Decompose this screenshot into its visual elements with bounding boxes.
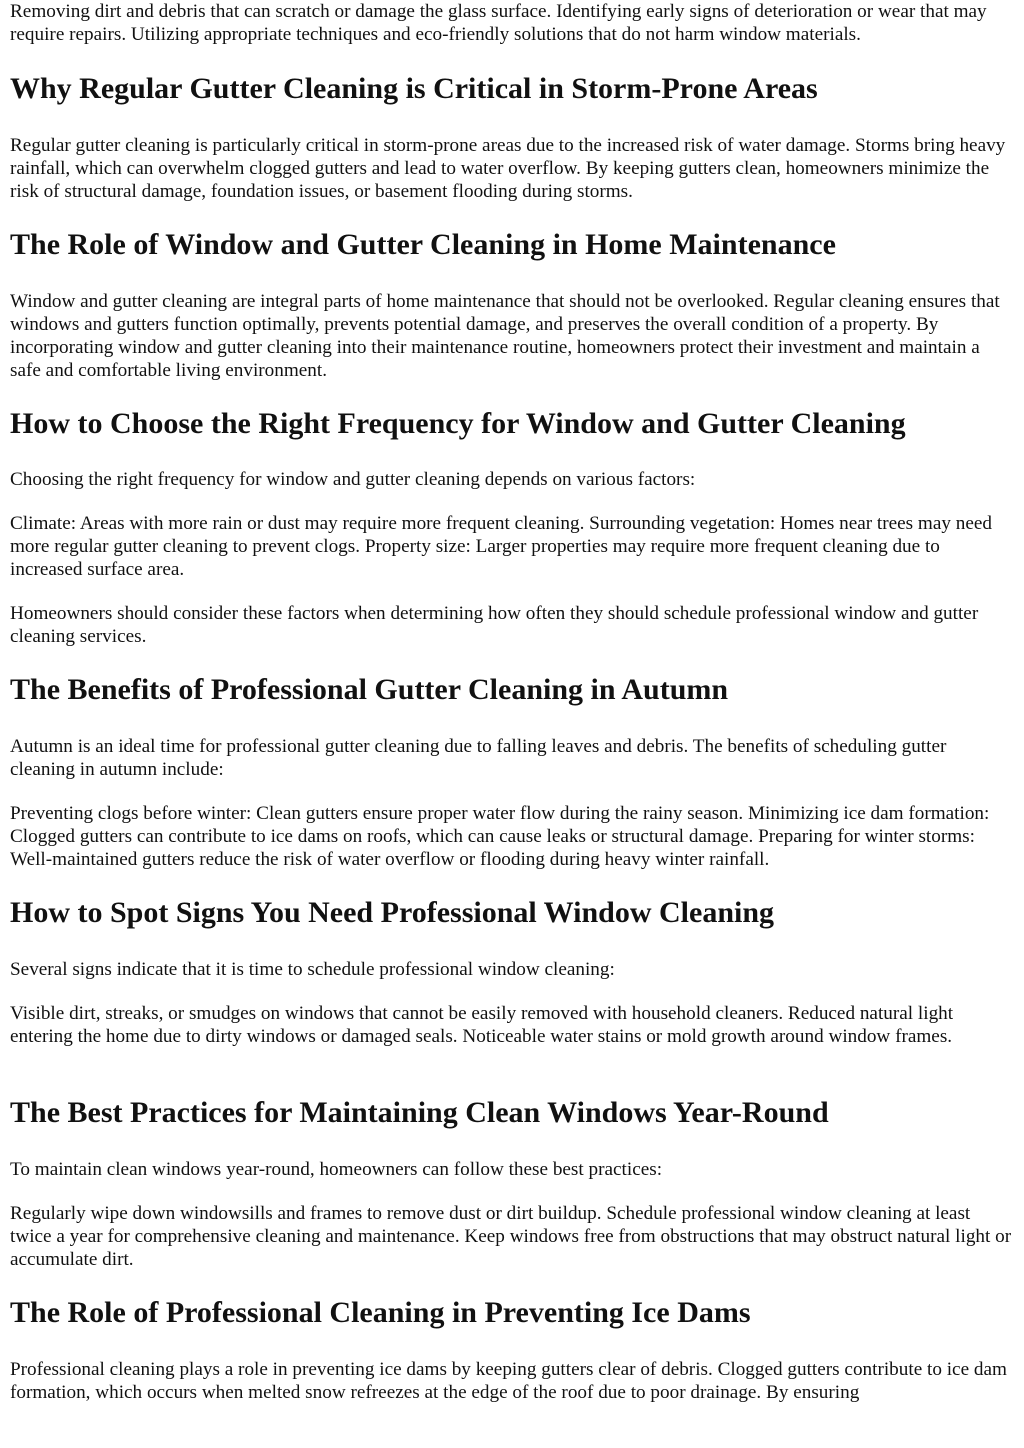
section-7-paragraph-1: Professional cleaning plays a role in preventing ice dams by keeping gutters clear of debris. Clogged gutters contribute to ice dam formation, which occurs when melted snow refreezes at the edge of the roof due to poor drainage. By ensuring — [10, 1359, 1007, 1403]
section-3-paragraph-2: Climate: Areas with more rain or dust may require more frequent cleaning. Surrounding vegetation: Homes near trees may need more regular gutter cleaning to prevent clogs. Property size: Larger properties may require more frequent cleaning due to increased surface area. — [10, 513, 992, 580]
section-3-heading: How to Choose the Right Frequency for Window and Gutter Cleaning — [10, 407, 906, 440]
section-4-paragraph-1: Autumn is an ideal time for professional gutter cleaning due to falling leaves and debris. The benefits of scheduling gutter cleaning in autumn include: — [10, 736, 947, 780]
section-5-paragraph-1: Several signs indicate that it is time to schedule professional window cleaning: — [10, 959, 615, 980]
section-6-paragraph-2: Regularly wipe down windowsills and frames to remove dust or dirt buildup. Schedule professional window cleaning at least twice a year for comprehensive cleaning and maintenance. Keep windows free from obstructions that may obstruct natural light or accumulate dirt. — [10, 1203, 1012, 1270]
section-3-paragraph-1: Choosing the right frequency for window and gutter cleaning depends on various factors: — [10, 469, 696, 490]
section-2-paragraph-1: Window and gutter cleaning are integral parts of home maintenance that should not be overlooked. Regular cleaning ensures that windows and gutters function optimally, prevents potential damage, and preserves the overall condition of a property. By incorporating window and gutter cleaning into their maintenance routine, homeowners protect their investment and maintain a safe and comfortable living environment. — [10, 291, 1000, 381]
section-4-paragraph-2: Preventing clogs before winter: Clean gutters ensure proper water flow during the rainy season. Minimizing ice dam formation: Clogged gutters can contribute to ice dams on roofs, which can cause leaks or structural damage. Preparing for winter storms: Well-maintained gutters reduce the risk of water overflow or flooding during heavy winter rainfall. — [10, 803, 990, 870]
section-6-paragraph-1: To maintain clean windows year-round, homeowners can follow these best practices: — [10, 1159, 663, 1180]
section-3-paragraph-3: Homeowners should consider these factors when determining how often they should schedule professional window and gutter cleaning services. — [10, 603, 979, 647]
intro-paragraph: Removing dirt and debris that can scratch or damage the glass surface. Identifying early signs of deterioration or wear that may require repairs. Utilizing appropriate techniques and eco-friendly solutions that do not harm window materials. — [10, 1, 987, 45]
section-5-paragraph-2: Visible dirt, streaks, or smudges on windows that cannot be easily removed with household cleaners. Reduced natural light entering the home due to dirty windows or damaged seals. Noticeable water stains or mold growth around window frames. — [10, 1003, 954, 1047]
section-4-heading: The Benefits of Professional Gutter Cleaning in Autumn — [10, 673, 729, 706]
section-1-heading: Why Regular Gutter Cleaning is Critical in Storm-Prone Areas — [10, 72, 818, 105]
section-2-heading: The Role of Window and Gutter Cleaning in Home Maintenance — [10, 228, 836, 261]
section-1-paragraph-1: Regular gutter cleaning is particularly critical in storm-prone areas due to the increased risk of water damage. Storms bring heavy rainfall, which can overwhelm clogged gutters and lead to water overflow. By keeping gutters clean, homeowners minimize the risk of structural damage, foundation issues, or basement flooding during storms. — [10, 135, 1006, 202]
section-6-heading: The Best Practices for Maintaining Clean Windows Year-Round — [10, 1096, 829, 1129]
section-7-heading: The Role of Professional Cleaning in Preventing Ice Dams — [10, 1296, 751, 1329]
section-5-heading: How to Spot Signs You Need Professional Window Cleaning — [10, 896, 775, 929]
